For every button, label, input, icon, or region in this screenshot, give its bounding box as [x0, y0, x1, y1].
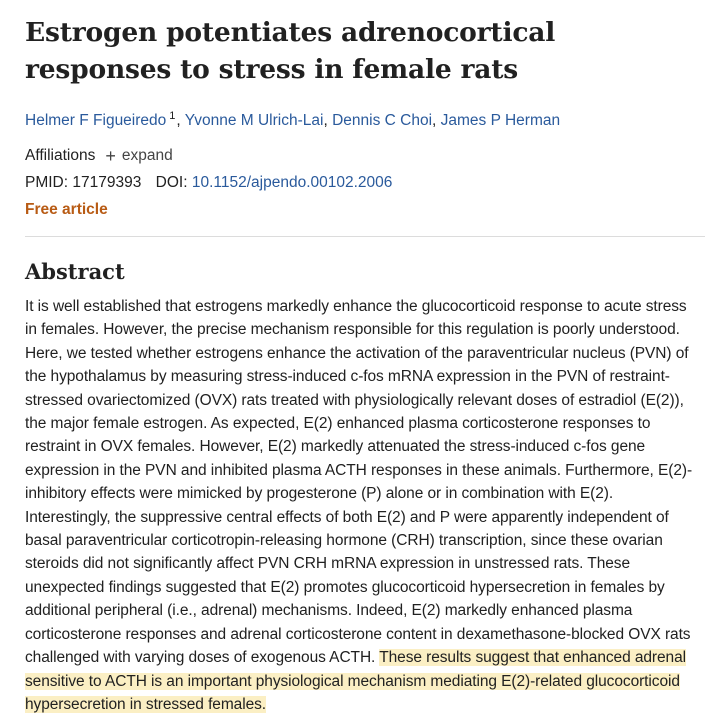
- identifiers-row: [25, 172, 705, 194]
- author-link[interactable]: Helmer F Figueiredo: [25, 112, 167, 129]
- author-separator: ,: [323, 112, 333, 129]
- author-link[interactable]: Dennis C Choi: [332, 112, 433, 129]
- author-link[interactable]: James P Herman: [440, 112, 561, 129]
- affiliation-marker[interactable]: 1: [169, 110, 176, 122]
- expand-affiliations-button[interactable]: [105, 145, 172, 167]
- abstract-highlighted-text: These results suggest that enhanced adrenal sensitive to ACTH is an important physiological mechanism mediating E(2)-related glucocorticoid hypersecretion in stressed females.: [25, 649, 686, 713]
- abstract-body: [25, 295, 701, 716]
- affiliations-label: Affiliations: [25, 147, 96, 164]
- article-page: [25, 0, 705, 716]
- article-title: Estrogen potentiates adrenocortical responses to stress in female rats: [25, 17, 556, 85]
- pmid-value: 17179393: [72, 174, 142, 191]
- section-divider: [25, 236, 705, 237]
- authors-list: [25, 105, 705, 132]
- author-separator: ,: [176, 112, 185, 129]
- expand-label: expand: [121, 147, 173, 164]
- author-separator: ,: [432, 112, 441, 129]
- pmid-label: PMID:: [25, 174, 69, 191]
- free-article-badge: Free article: [25, 201, 108, 218]
- plus-icon: +: [105, 146, 116, 166]
- author-link[interactable]: Yvonne M Ulrich-Lai: [184, 112, 324, 129]
- abstract-text: It is well established that estrogens markedly enhance the glucocorticoid response to acute stress in females. However, the precise mechanism responsible for this regulation is poorly understood. Here, we tested whether estrogens enhance the activation of the paraventricular nucleus (PVN) of the hypothalamus by measuring stress-induced c-fos mRNA expression in the PVN of restraint-stressed ovariectomized (OVX) rats treated with physiologically relevant doses of estradiol (E(2)), the major female estrogen. As expected, E(2) enhanced plasma corticosterone responses to restraint in OVX females. However, E(2) markedly attenuated the stress-induced c-fos gene expression in the PVN and inhibited plasma ACTH responses in these animals. Furthermore, E(2)-inhibitory effects were mimicked by progesterone (P) alone or in combination with E(2). Interestingly, the suppressive central effects of both E(2) and P were apparently independent of basal paraventricular corticotropin-releasing hormone (CRH) transcription, since these ovarian steroids did not significantly affect PVN CRH mRNA expression in unstressed rats. These unexpected findings suggested that E(2) promotes glucocorticoid hypersecretion in females by additional peripheral (i.e., adrenal) mechanisms. Indeed, E(2) markedly enhanced plasma corticosterone responses and adrenal corticosterone content in dexamethasone-blocked OVX rats challenged with varying doses of exogenous ACTH.: [25, 298, 693, 667]
- abstract-heading: Abstract: [25, 259, 125, 284]
- affiliations-row: [25, 145, 705, 167]
- doi-label: DOI:: [155, 174, 188, 191]
- doi-link[interactable]: 10.1152/ajpendo.00102.2006: [191, 174, 393, 191]
